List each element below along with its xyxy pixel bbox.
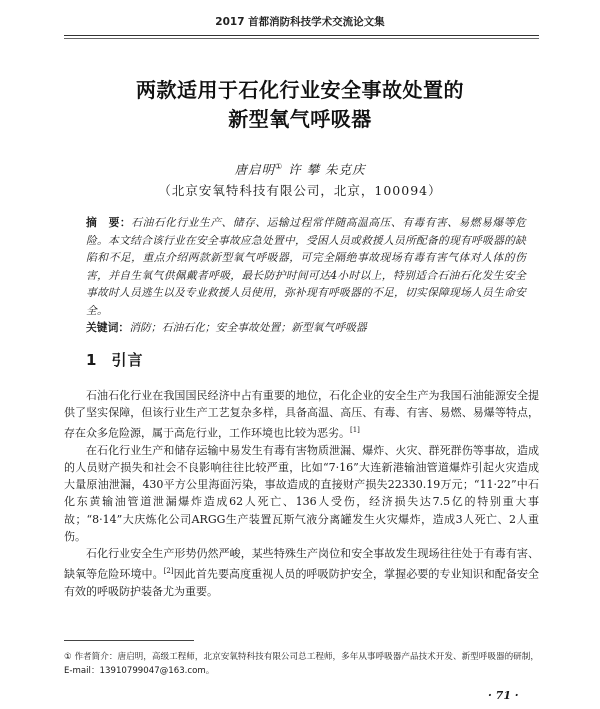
keywords-label: 关键词： (86, 321, 130, 334)
footnote-rule (64, 640, 194, 641)
first-author: 唐启明 (234, 162, 275, 177)
citation-1: [1] (350, 425, 360, 434)
paper-title-line-2: 新型氧气呼吸器 (228, 107, 372, 131)
section-number: 1 (86, 351, 98, 369)
abstract-text: 石油石化行业生产、储存、运输过程常伴随高温高压、有毒有害、易燃易爆等危险。本文结合该行业在安全事故应急处置中，受困人员或救援人员所配备的现有呼吸器的缺陷和不足，重点介绍两款新型氧气呼吸器，可完全隔绝事故现场有毒有害气体对人体的伤害，并自生氧气供佩戴者呼吸，最长防护时间可达4小时以上，特别适合石油石化发生安全事故时人员逃生以及专业救援人员使用，弥补现有呼吸器的不足，切实保障现场人员生命安全。 (86, 216, 526, 317)
keywords (86, 319, 526, 336)
paragraph-2: 在石化行业生产和储存运输中易发生有毒有害物质泄漏、爆炸、火灾、群死群伤等事故，造成的人员财产损失和社会不良影响往往比较严重，比如“7·16”大连新港输油管道爆炸引起火灾造成大量原油泄漏，430平方公里海面污染，事故造成的直接财产损失22330.19万元；“11·22”中石化东黄输油管道泄漏爆炸造成62人死亡、136人受伤，经济损失达7.5亿的特别重大事故；“8·14”大庆炼化公司ARGG生产装置瓦斯气液分离罐发生火灾爆炸，造成3人死亡、2人重伤。 (64, 443, 539, 544)
paper-title-line-1: 两款适用于石化行业安全事故处置的 (136, 78, 464, 102)
author-list (0, 160, 600, 178)
abstract-label: 摘 要： (86, 216, 132, 229)
author-footnote: ① 作者简介：唐启明，高级工程师，北京安氧特科技有限公司总工程师，多年从事呼吸器产品技术开发、新型呼吸器的研制，E-mail：13910799047@163.com。 (64, 652, 539, 676)
paragraph-1-text: 石油石化行业在我国国民经济中占有重要的地位，石化企业的安全生产为我国石油能源安全提供了坚实保障，但该行业生产工艺复杂多样，具备高温、高压、有毒、有害、易燃、易爆等特点，存在众多危险源，属于高危行业，工作环境也比较为恶劣。 (64, 389, 539, 440)
header-rule-thin (64, 38, 539, 39)
header-rule (64, 35, 539, 36)
body-text (64, 387, 539, 600)
co-authors: 许 攀 朱克庆 (283, 162, 366, 177)
paragraph-1 (64, 387, 539, 442)
page-number: · 71 · (488, 689, 519, 702)
paragraph-3 (64, 545, 539, 600)
paragraph-3-text-b: 因此首先要高度重视人员的呼吸防护安全，掌握必要的专业知识和配备安全有效的呼吸防护装备尤为重要。 (64, 567, 540, 598)
running-header: 2017 首都消防科技学术交流论文集 (215, 16, 385, 28)
affiliation: （北京安氧特科技有限公司，北京，100094） (158, 183, 442, 198)
citation-2: [2] (163, 566, 174, 575)
section-title: 引言 (111, 351, 144, 369)
abstract (86, 214, 526, 320)
author-footnote-marker: ① (274, 161, 284, 171)
keywords-text: 消防；石油石化；安全事故处置；新型氧气呼吸器 (129, 321, 367, 334)
section-heading (86, 349, 143, 370)
paragraph-3-text-a: 石化行业安全生产形势仍然严峻，某些特殊生产岗位和安全事故发生现场往往处于有毒有害、缺氧等危险环境中。 (64, 547, 539, 581)
